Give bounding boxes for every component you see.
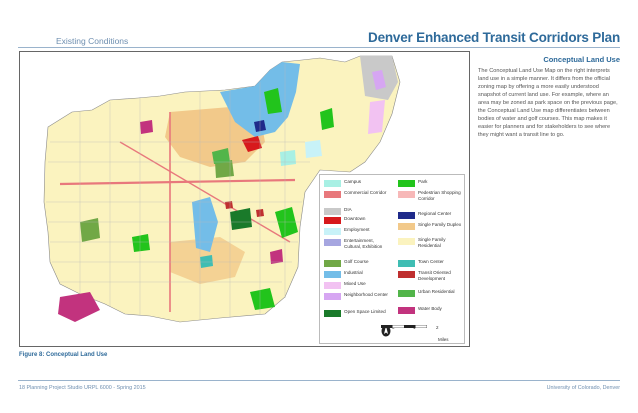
- legend-item: [324, 216, 392, 224]
- legend-swatch: [324, 228, 341, 235]
- town-center: [200, 255, 213, 268]
- legend-item: [324, 238, 392, 249]
- footer-left: 18 Planning Project Studio URPL 6000 - Spring 2015: [19, 385, 146, 391]
- legend-swatch: [324, 293, 341, 300]
- scale-bar: [381, 325, 456, 345]
- legend-item: [398, 211, 466, 219]
- legend-swatch: [398, 223, 415, 230]
- legend-label: Entertainment, Cultural, Exhibition: [344, 238, 383, 249]
- legend-item: [398, 237, 466, 248]
- legend-label: Employment: [344, 227, 370, 232]
- legend-label: Neighborhood Center: [344, 292, 388, 297]
- legend-item: [324, 270, 392, 278]
- sidebar-body: The Conceptual Land Use Map on the right interprets land use in a simple manner. It differs from the official zoning map by offering a more easily understood snapshot of current land use. For example, where an area may be zoned as park space on the previous page, the Conceptual Land Use map differentiates between bodies of water and golf courses. This map makes it easier for planners and for stakeholders to see where they might want a transit line to go.: [478, 68, 618, 138]
- legend-item: [324, 179, 392, 187]
- legend-swatch: [324, 239, 341, 246]
- legend-label: Mixed Use: [344, 281, 366, 286]
- legend-swatch: [324, 180, 341, 187]
- sidebar-heading: Conceptual Land Use: [543, 55, 620, 64]
- legend-label: Golf Course: [344, 259, 369, 264]
- legend-label: Town Center: [418, 259, 444, 264]
- scale-unit: Miles: [438, 337, 449, 342]
- legend-label: Industrial: [344, 270, 363, 275]
- legend-label: Urban Residential: [418, 289, 455, 294]
- legend-swatch: [398, 238, 415, 245]
- legend-item: [324, 207, 392, 215]
- water-3: [140, 120, 153, 134]
- legend-swatch: [324, 310, 341, 317]
- legend-item: [324, 309, 392, 317]
- scale-tick-2: 2: [436, 325, 439, 330]
- park-6: [320, 108, 334, 130]
- legend-item: [398, 289, 466, 297]
- legend-swatch: [324, 260, 341, 267]
- legend-item: [324, 259, 392, 267]
- legend-swatch: [398, 180, 415, 187]
- footer-divider: [18, 380, 620, 381]
- employment-1: [305, 140, 322, 158]
- legend-item: [398, 270, 466, 281]
- legend-item: [398, 306, 466, 314]
- legend-swatch: [398, 212, 415, 219]
- legend-label: Transit Oriented Development: [418, 270, 451, 281]
- legend-swatch: [398, 271, 415, 278]
- legend-item: [398, 259, 466, 267]
- map-legend: [319, 174, 465, 344]
- tod-1: [225, 201, 233, 209]
- legend-label: DIA: [344, 207, 352, 212]
- legend-label: Regional Center: [418, 211, 452, 216]
- legend-item: [398, 190, 466, 201]
- legend-label: Commercial Corridor: [344, 190, 387, 195]
- legend-item: [324, 227, 392, 235]
- legend-item: [324, 281, 392, 289]
- legend-item: [398, 179, 466, 187]
- legend-swatch: [324, 191, 341, 198]
- legend-label: Water Body: [418, 306, 442, 311]
- legend-swatch: [398, 191, 415, 198]
- legend-swatch: [398, 290, 415, 297]
- document-title: Denver Enhanced Transit Corridors Plan: [368, 30, 620, 45]
- legend-label: Single Family Duplex: [418, 222, 462, 227]
- scale-ruler: [381, 325, 427, 328]
- section-title: Existing Conditions: [56, 36, 129, 46]
- campus-1: [280, 150, 296, 166]
- legend-label: Open Space Limited: [344, 309, 386, 314]
- park-4: [132, 234, 150, 252]
- legend-label: Campus: [344, 179, 362, 184]
- legend-swatch: [324, 217, 341, 224]
- legend-label: Park: [418, 179, 428, 184]
- legend-swatch: [398, 260, 415, 267]
- golf-1: [80, 218, 100, 242]
- footer-right: University of Colorado, Denver: [546, 385, 620, 391]
- legend-swatch: [324, 271, 341, 278]
- header-divider: [18, 47, 620, 48]
- land-use-map: [19, 51, 470, 347]
- legend-label: Pedestrian Shopping Corridor: [418, 190, 461, 201]
- legend-swatch: [324, 208, 341, 215]
- legend-label: Single Family Residential: [418, 237, 446, 248]
- legend-item: [324, 190, 392, 198]
- legend-swatch: [324, 282, 341, 289]
- legend-swatch: [398, 307, 415, 314]
- legend-item: [398, 222, 466, 230]
- legend-label: Downtown: [344, 216, 366, 221]
- legend-item: [324, 292, 392, 300]
- figure-caption: Figure 8: Conceptual Land Use: [19, 352, 108, 358]
